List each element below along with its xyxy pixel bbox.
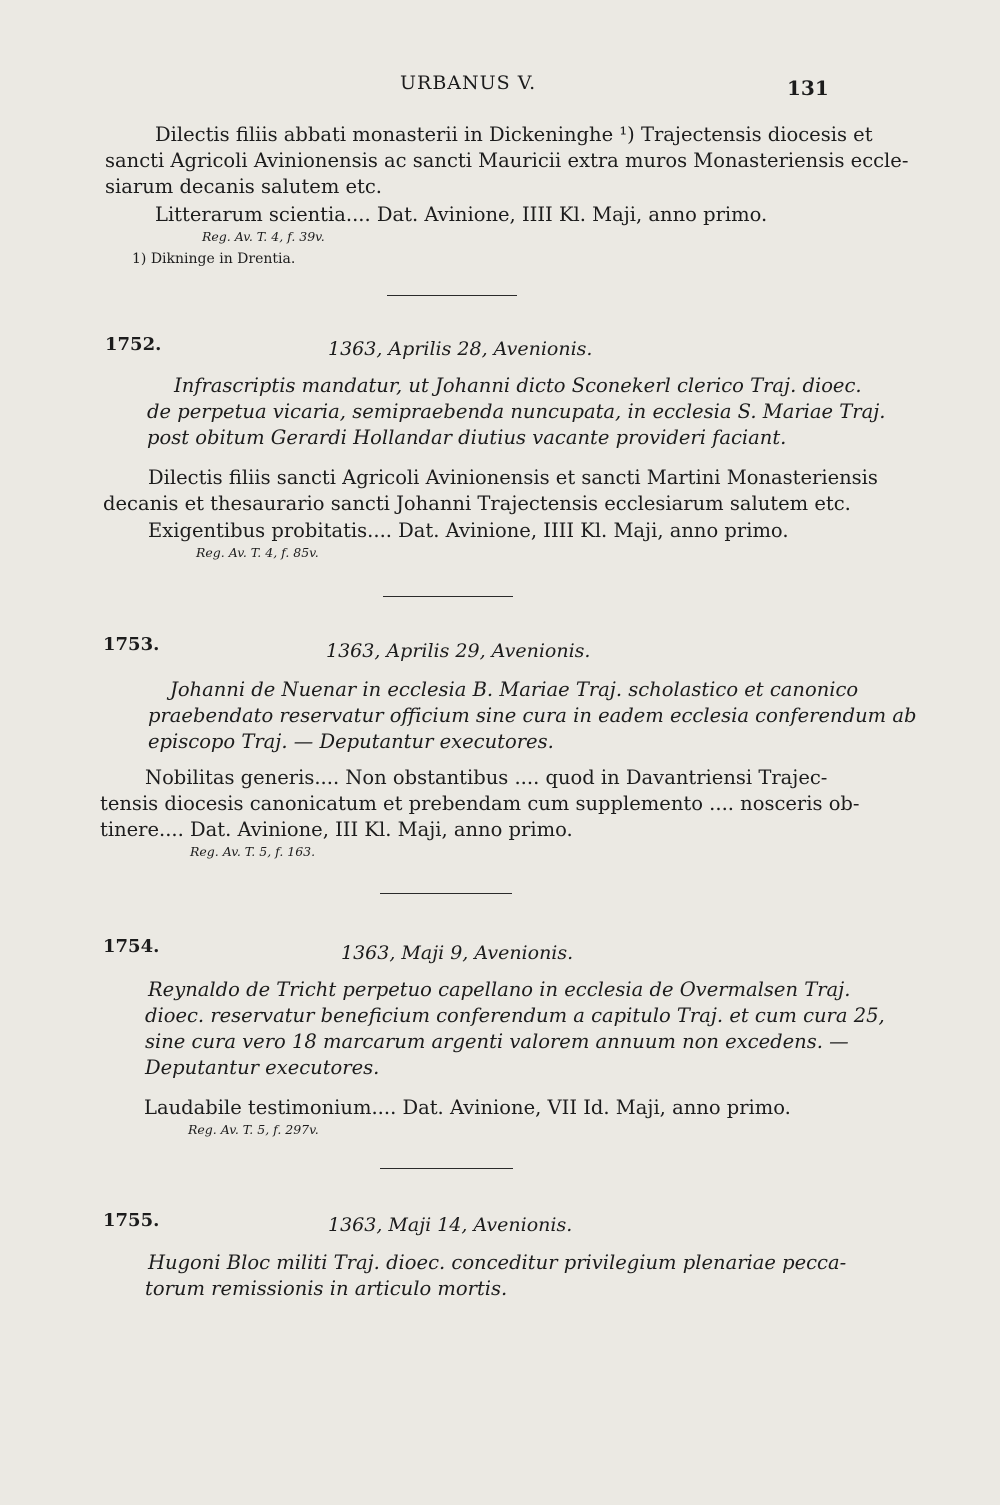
incipit: Laudabile testimonium.... Dat. Avinione, VII Id. Maji, anno primo. — [144, 1096, 791, 1119]
text-line: tensis diocesis canonicatum et prebendam cum supplemento .... nosceris ob- — [100, 792, 860, 815]
entry-date: 1363, Maji 14, Avenionis. — [328, 1214, 573, 1236]
entry-summary — [148, 677, 916, 755]
text-line: Deputantur executores. — [145, 1056, 380, 1079]
address-block — [103, 465, 878, 517]
text-line: torum remissionis in articulo mortis. — [145, 1277, 508, 1300]
incipit-1751: Litterarum scientia.... Dat. Avinione, IIII Kl. Maji, anno primo. — [155, 203, 768, 226]
separator-rule — [380, 1168, 513, 1169]
text-line: Johanni de Nuenar in ecclesia B. Mariae Traj. scholastico et canonico — [170, 678, 859, 701]
entry-number: 1754. — [103, 936, 160, 957]
incipit: Exigentibus probitatis.... Dat. Avinione, IIII Kl. Maji, anno primo. — [148, 519, 789, 542]
text-line: tinere.... Dat. Avinione, III Kl. Maji, anno primo. — [100, 818, 573, 841]
text-line: dioec. reservatur beneficium conferendum a capitulo Traj. et cum cura 25, — [145, 1004, 885, 1027]
text-line: sancti Agricoli Avinionensis ac sancti Mauricii extra muros Monasteriensis eccle- — [105, 149, 909, 172]
text-line: Reynaldo de Tricht perpetuo capellano in ecclesia de Overmalsen Traj. — [148, 978, 851, 1001]
entry-number: 1753. — [103, 634, 160, 655]
running-header: URBANUS V. — [400, 72, 537, 94]
text-line: Infrascriptis mandatur, ut Johanni dicto Sconekerl clerico Traj. dioec. — [174, 374, 862, 397]
text-line: Hugoni Bloc militi Traj. dioec. conceditur privilegium plenariae pecca- — [148, 1251, 847, 1274]
entry-number: 1755. — [103, 1210, 160, 1231]
text-line: praebendato reservatur officium sine cura in eadem ecclesia conferendum ab — [148, 704, 917, 727]
text-line: decanis et thesaurario sancti Johanni Trajectensis ecclesiarum salutem etc. — [103, 492, 851, 515]
entry-summary — [147, 373, 885, 451]
text-line: sine cura vero 18 marcarum argenti valorem annuum non excedens. — — [145, 1030, 849, 1053]
register-reference: Reg. Av. T. 5, f. 163. — [190, 844, 316, 859]
separator-rule — [380, 893, 512, 894]
page-number: 131 — [787, 76, 829, 100]
text-line: Nobilitas generis.... Non obstantibus .... quod in Davantriensi Trajec- — [145, 766, 828, 789]
register-reference: Reg. Av. T. 4, f. 39v. — [202, 229, 325, 244]
letter-text — [100, 765, 860, 843]
entry-summary — [145, 1250, 846, 1302]
entry-number: 1752. — [105, 334, 162, 355]
register-reference: Reg. Av. T. 5, f. 297v. — [188, 1122, 319, 1137]
address-block-1751 — [105, 122, 908, 200]
register-reference: Reg. Av. T. 4, f. 85v. — [196, 545, 319, 560]
separator-rule — [383, 596, 513, 597]
text-line: episcopo Traj. — Deputantur executores. — [148, 730, 554, 753]
text-line: post obitum Gerardi Hollandar diutius vacante provideri faciant. — [147, 426, 787, 449]
text-line: Dilectis filiis abbati monasterii in Dickeninghe ¹) Trajectensis diocesis et — [155, 123, 873, 146]
text-line: Dilectis filiis sancti Agricoli Avinionensis et sancti Martini Monasteriensis — [148, 466, 878, 489]
footnote: 1) Dikninge in Drentia. — [132, 251, 296, 267]
separator-rule — [387, 295, 517, 296]
text-line: de perpetua vicaria, semipraebenda nuncupata, in ecclesia S. Mariae Traj. — [147, 400, 886, 423]
entry-summary — [145, 977, 885, 1081]
entry-date: 1363, Aprilis 29, Avenionis. — [326, 640, 591, 662]
entry-date: 1363, Aprilis 28, Avenionis. — [328, 338, 593, 360]
entry-date: 1363, Maji 9, Avenionis. — [341, 942, 574, 964]
text-line: siarum decanis salutem etc. — [105, 175, 382, 198]
